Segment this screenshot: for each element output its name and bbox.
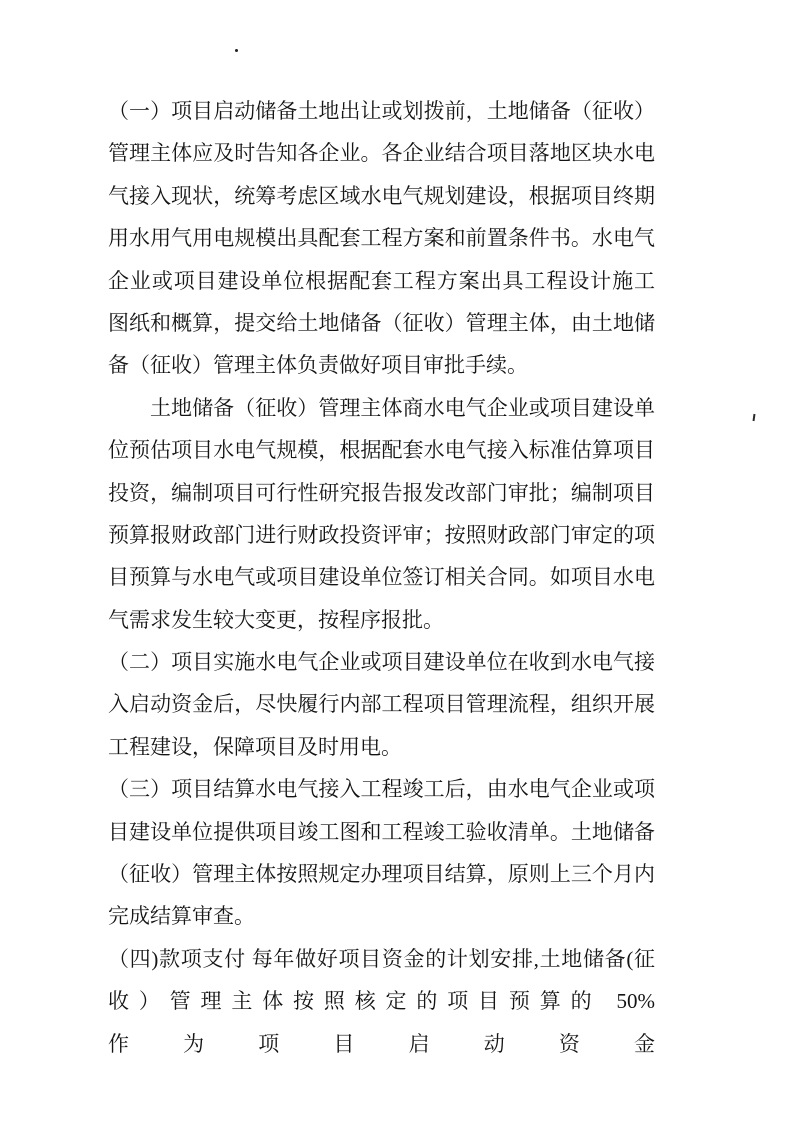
text-line: 工程建设，保障项目及时用电。 xyxy=(108,734,402,759)
text-line: 企业或项目建设单位根据配套工程方案出具工程设计施工 xyxy=(108,268,655,293)
paragraph-item-4 xyxy=(108,938,655,1056)
text-line: （一）项目启动储备土地出让或划拨前，土地储备（征收） xyxy=(108,99,655,123)
paragraph-item-3 xyxy=(108,768,655,938)
text-line: （征收）管理主体按照规定办理项目结算，原则上三个月内 xyxy=(108,862,655,887)
text-line: 目预算与水电气或项目建设单位签订相关合同。如项目水电 xyxy=(108,565,655,590)
text-line: 气需求发生较大变更，按程序报批。 xyxy=(108,607,444,632)
text-line: 预算报财政部门进行财政投资评审；按照财政部门审定的项 xyxy=(108,522,655,547)
text-line: （四)款项支付 每年做好项目资金的计划安排,土地储备(征 xyxy=(108,946,655,971)
paragraph-item-2 xyxy=(108,641,655,768)
paragraph-item-1-sub xyxy=(108,387,655,641)
text-line: 气接入现状，统筹考虑区域水电气规划建设，根据项目终期 xyxy=(108,183,655,208)
text-line: 投资，编制项目可行性研究报告报发改部门审批；编制项目 xyxy=(108,480,655,505)
text-line: 完成结算审查。 xyxy=(108,904,255,929)
text-line: （三）项目结算水电气接入工程竣工后，由水电气企业或项 xyxy=(108,777,655,802)
document-text-block xyxy=(108,90,655,1056)
text-line: 入启动资金后，尽快履行内部工程项目管理流程，组织开展 xyxy=(108,692,655,717)
text-line: 位预估项目水电气规模，根据配套水电气接入标准估算项目 xyxy=(108,438,655,463)
paragraph-item-1 xyxy=(108,90,655,387)
text-line: 备（征收）管理主体负责做好项目审批手续。 xyxy=(108,353,528,378)
text-line: （二）项目实施水电气企业或项目建设单位在收到水电气接 xyxy=(108,650,655,675)
text-line: 土地储备（征收）管理主体商水电气企业或项目建设单 xyxy=(150,395,655,420)
scan-artifact-tick xyxy=(753,414,756,421)
text-line: 管理主体应及时告知各企业。各企业结合项目落地区块水电 xyxy=(108,141,655,166)
scan-artifact-dot xyxy=(235,49,238,52)
text-line: 用水用气用电规模出具配套工程方案和前置条件书。水电气 xyxy=(108,226,655,251)
text-line: 图纸和概算，提交给土地储备（征收）管理主体，由土地储 xyxy=(108,310,655,335)
text-line: 收）管理主体按照核定的项目预算的 50%作为项目启动资金 xyxy=(108,989,655,1056)
text-line: 目建设单位提供项目竣工图和工程竣工验收清单。土地储备 xyxy=(108,819,655,844)
